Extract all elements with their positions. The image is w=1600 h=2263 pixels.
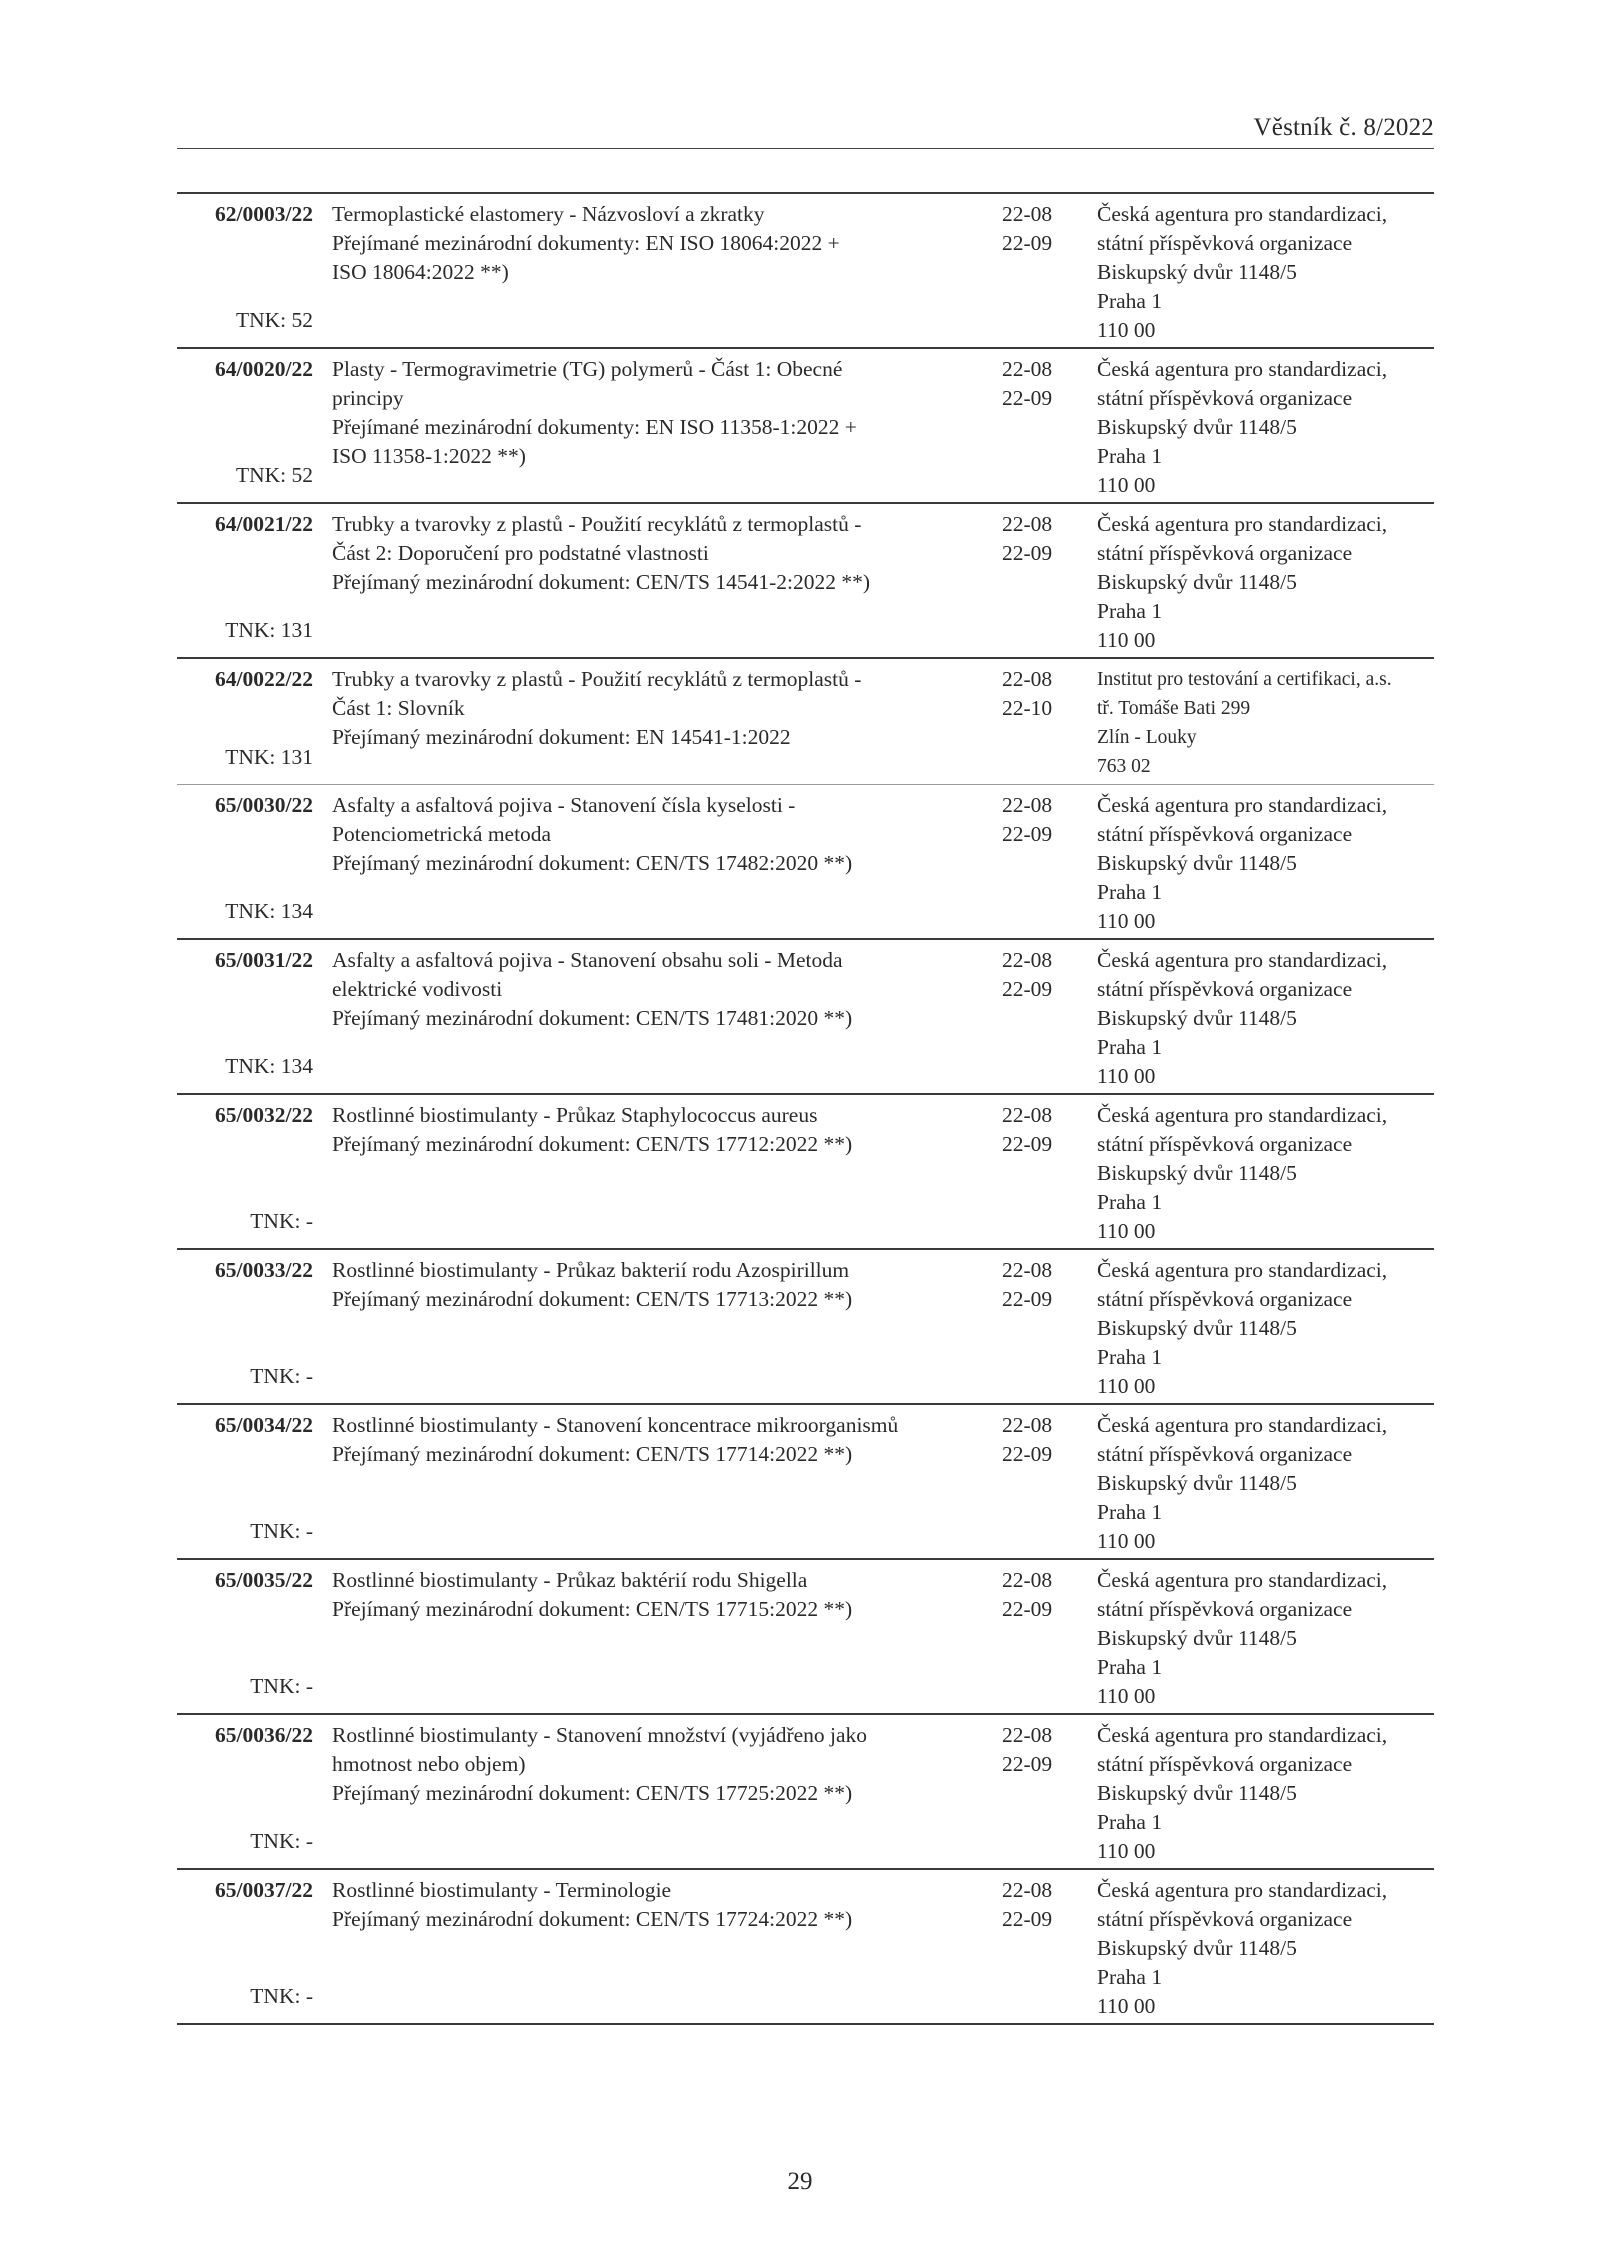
row-description <box>332 510 972 597</box>
organization-line: Praha 1 <box>1097 1035 1163 1059</box>
description-line: ISO 18064:2022 **) <box>332 260 509 284</box>
row-organization <box>1097 200 1432 345</box>
standard-code: 65/0036/22 <box>215 1723 313 1747</box>
date-value: 22-08 <box>1002 948 1053 972</box>
standard-code: 64/0022/22 <box>215 667 313 691</box>
table-row <box>177 659 1434 785</box>
standard-code: 65/0030/22 <box>215 793 313 817</box>
row-dates <box>1002 355 1072 413</box>
row-description <box>332 1411 972 1469</box>
description-line: Část 1: Slovník <box>332 696 465 720</box>
description-line: Rostlinné biostimulanty - Stanovení množství (vyjádřeno jako <box>332 1723 868 1747</box>
table-row <box>177 1870 1434 2025</box>
description-line: Přejímaný mezinárodní dokument: CEN/TS 17482:2020 **) <box>332 851 853 875</box>
organization-line: státní příspěvková organizace <box>1097 231 1353 255</box>
tnk-label: TNK: 134 <box>225 899 313 923</box>
row-dates <box>1002 665 1072 723</box>
organization-line: státní příspěvková organizace <box>1097 1752 1353 1776</box>
organization-line: Česká agentura pro standardizaci, <box>1097 793 1388 817</box>
row-description <box>332 791 972 878</box>
description-line: Přejímaný mezinárodní dokument: CEN/TS 17713:2022 **) <box>332 1287 853 1311</box>
row-dates <box>1002 1721 1072 1779</box>
row-organization <box>1097 355 1432 500</box>
tnk-label: TNK: - <box>250 1984 313 2008</box>
description-line: Rostlinné biostimulanty - Stanovení koncentrace mikroorganismů <box>332 1413 899 1437</box>
row-code-cell <box>195 665 313 778</box>
row-code-cell <box>195 510 313 651</box>
standard-code: 65/0034/22 <box>215 1413 313 1437</box>
date-value: 22-09 <box>1002 541 1053 565</box>
standard-code: 64/0021/22 <box>215 512 313 536</box>
row-dates <box>1002 1876 1072 1934</box>
organization-line: Biskupský dvůr 1148/5 <box>1097 1471 1297 1495</box>
table-row <box>177 1250 1434 1405</box>
organization-line: státní příspěvková organizace <box>1097 1597 1353 1621</box>
organization-line: Biskupský dvůr 1148/5 <box>1097 570 1297 594</box>
tnk-label: TNK: 52 <box>235 463 313 487</box>
row-code-cell <box>195 355 313 496</box>
organization-line: 110 00 <box>1097 473 1156 497</box>
organization-line: Česká agentura pro standardizaci, <box>1097 357 1388 381</box>
row-code-cell <box>195 1566 313 1707</box>
organization-line: Zlín - Louky <box>1097 727 1197 748</box>
date-value: 22-09 <box>1002 386 1053 410</box>
organization-line: 110 00 <box>1097 1994 1156 2018</box>
tnk-label: TNK: - <box>250 1519 313 1543</box>
date-value: 22-09 <box>1002 1287 1053 1311</box>
table-row <box>177 1095 1434 1250</box>
organization-line: státní příspěvková organizace <box>1097 1442 1353 1466</box>
organization-line: Praha 1 <box>1097 444 1163 468</box>
row-description <box>332 200 972 287</box>
row-organization <box>1097 1411 1432 1556</box>
date-value: 22-08 <box>1002 667 1053 691</box>
date-value: 22-08 <box>1002 357 1053 381</box>
organization-line: státní příspěvková organizace <box>1097 822 1353 846</box>
row-dates <box>1002 510 1072 568</box>
organization-line: Biskupský dvůr 1148/5 <box>1097 1626 1297 1650</box>
organization-line: Česká agentura pro standardizaci, <box>1097 1413 1388 1437</box>
organization-line: 110 00 <box>1097 1684 1156 1708</box>
date-value: 22-08 <box>1002 793 1053 817</box>
row-dates <box>1002 1256 1072 1314</box>
organization-line: Institut pro testování a certifikaci, a.s. <box>1097 669 1392 690</box>
organization-line: státní příspěvková organizace <box>1097 386 1353 410</box>
organization-line: státní příspěvková organizace <box>1097 1132 1353 1156</box>
organization-line: 110 00 <box>1097 318 1156 342</box>
date-value: 22-09 <box>1002 1752 1053 1776</box>
organization-line: státní příspěvková organizace <box>1097 541 1353 565</box>
description-line: Potenciometrická metoda <box>332 822 552 846</box>
row-description <box>332 1566 972 1624</box>
date-value: 22-08 <box>1002 202 1053 226</box>
description-line: Přejímaný mezinárodní dokument: CEN/TS 14541-2:2022 **) <box>332 570 871 594</box>
description-line: Asfalty a asfaltová pojiva - Stanovení obsahu soli - Metoda <box>332 948 843 972</box>
row-description <box>332 946 972 1033</box>
organization-line: 110 00 <box>1097 1219 1156 1243</box>
table-row <box>177 940 1434 1095</box>
row-code-cell <box>195 200 313 341</box>
description-line: Přejímané mezinárodní dokumenty: EN ISO 18064:2022 + <box>332 231 840 255</box>
standard-code: 64/0020/22 <box>215 357 313 381</box>
description-line: Rostlinné biostimulanty - Terminologie <box>332 1878 672 1902</box>
organization-line: Česká agentura pro standardizaci, <box>1097 1723 1388 1747</box>
date-value: 22-08 <box>1002 512 1053 536</box>
organization-line: Česká agentura pro standardizaci, <box>1097 1258 1388 1282</box>
table-row <box>177 194 1434 349</box>
organization-line: Česká agentura pro standardizaci, <box>1097 1103 1388 1127</box>
organization-line: Praha 1 <box>1097 1965 1163 1989</box>
organization-line: Praha 1 <box>1097 1345 1163 1369</box>
organization-line: Praha 1 <box>1097 1500 1163 1524</box>
description-line: Rostlinné biostimulanty - Průkaz baktérií rodu Shigella <box>332 1568 808 1592</box>
date-value: 22-09 <box>1002 1442 1053 1466</box>
standard-code: 65/0033/22 <box>215 1258 313 1282</box>
date-value: 22-10 <box>1002 696 1053 720</box>
organization-line: 110 00 <box>1097 1529 1156 1553</box>
organization-line: Česká agentura pro standardizaci, <box>1097 1568 1388 1592</box>
description-line: Trubky a tvarovky z plastů - Použití recyklátů z termoplastů - <box>332 512 862 536</box>
row-dates <box>1002 1566 1072 1624</box>
row-code-cell <box>195 1101 313 1242</box>
row-organization <box>1097 510 1432 655</box>
organization-line: Praha 1 <box>1097 289 1163 313</box>
bulletin-title: Věstník č. 8/2022 <box>1253 114 1434 141</box>
table-row <box>177 504 1434 659</box>
description-line: Přejímaný mezinárodní dokument: EN 14541-1:2022 <box>332 725 791 749</box>
row-code-cell <box>195 1256 313 1397</box>
table-row <box>177 1405 1434 1560</box>
date-value: 22-08 <box>1002 1723 1053 1747</box>
row-code-cell <box>195 946 313 1087</box>
organization-line: Biskupský dvůr 1148/5 <box>1097 415 1297 439</box>
description-line: Část 2: Doporučení pro podstatné vlastnosti <box>332 541 709 565</box>
row-code-cell <box>195 1721 313 1862</box>
description-line: Rostlinné biostimulanty - Průkaz bakterií rodu Azospirillum <box>332 1258 850 1282</box>
organization-line: státní příspěvková organizace <box>1097 1907 1353 1931</box>
description-line: Přejímaný mezinárodní dokument: CEN/TS 17724:2022 **) <box>332 1907 853 1931</box>
tnk-label: TNK: 131 <box>225 745 313 769</box>
organization-line: Praha 1 <box>1097 1655 1163 1679</box>
organization-line: Česká agentura pro standardizaci, <box>1097 512 1388 536</box>
organization-line: Praha 1 <box>1097 1190 1163 1214</box>
tnk-label: TNK: - <box>250 1364 313 1388</box>
organization-line: Biskupský dvůr 1148/5 <box>1097 1316 1297 1340</box>
organization-line: 110 00 <box>1097 628 1156 652</box>
row-code-cell <box>195 1876 313 2017</box>
row-description <box>332 665 972 752</box>
standard-code: 65/0035/22 <box>215 1568 313 1592</box>
description-line: Přejímaný mezinárodní dokument: CEN/TS 17481:2020 **) <box>332 1006 853 1030</box>
tnk-label: TNK: 134 <box>225 1054 313 1078</box>
organization-line: Česká agentura pro standardizaci, <box>1097 202 1388 226</box>
organization-line: státní příspěvková organizace <box>1097 977 1353 1001</box>
description-line: Plasty - Termogravimetrie (TG) polymerů - Část 1: Obecné <box>332 357 843 381</box>
standard-code: 65/0031/22 <box>215 948 313 972</box>
tnk-label: TNK: 131 <box>225 618 313 642</box>
standard-code: 65/0037/22 <box>215 1878 313 1902</box>
description-line: ISO 11358-1:2022 **) <box>332 444 526 468</box>
row-dates <box>1002 200 1072 258</box>
tnk-label: TNK: - <box>250 1674 313 1698</box>
description-line: principy <box>332 386 404 410</box>
row-description <box>332 1876 972 1934</box>
standard-code: 65/0032/22 <box>215 1103 313 1127</box>
description-line: Asfalty a asfaltová pojiva - Stanovení čísla kyselosti - <box>332 793 796 817</box>
table-row <box>177 785 1434 940</box>
page-number: 29 <box>787 2168 813 2195</box>
organization-line: Česká agentura pro standardizaci, <box>1097 948 1388 972</box>
page-header <box>177 108 1434 149</box>
row-code-cell <box>195 791 313 932</box>
standards-table <box>177 192 1434 2025</box>
row-organization <box>1097 1256 1432 1401</box>
row-organization <box>1097 946 1432 1091</box>
table-row <box>177 349 1434 504</box>
organization-line: Praha 1 <box>1097 599 1163 623</box>
description-line: Trubky a tvarovky z plastů - Použití recyklátů z termoplastů - <box>332 667 862 691</box>
organization-line: Biskupský dvůr 1148/5 <box>1097 1161 1297 1185</box>
organization-line: Biskupský dvůr 1148/5 <box>1097 1781 1297 1805</box>
row-description <box>332 1101 972 1159</box>
organization-line: Biskupský dvůr 1148/5 <box>1097 1936 1297 1960</box>
organization-line: 110 00 <box>1097 1374 1156 1398</box>
date-value: 22-08 <box>1002 1258 1053 1282</box>
organization-line: tř. Tomáše Bati 299 <box>1097 698 1251 719</box>
date-value: 22-09 <box>1002 1132 1053 1156</box>
organization-line: Biskupský dvůr 1148/5 <box>1097 260 1297 284</box>
date-value: 22-08 <box>1002 1103 1053 1127</box>
description-line: Termoplastické elastomery - Názvosloví a zkratky <box>332 202 765 226</box>
organization-line: 110 00 <box>1097 909 1156 933</box>
organization-line: 110 00 <box>1097 1839 1156 1863</box>
standard-code: 62/0003/22 <box>215 202 313 226</box>
table-row <box>177 1715 1434 1870</box>
row-organization <box>1097 1101 1432 1246</box>
row-organization <box>1097 791 1432 936</box>
date-value: 22-08 <box>1002 1878 1053 1902</box>
description-line: Rostlinné biostimulanty - Průkaz Staphylococcus aureus <box>332 1103 818 1127</box>
organization-line: Praha 1 <box>1097 1810 1163 1834</box>
row-description <box>332 355 972 471</box>
date-value: 22-08 <box>1002 1568 1053 1592</box>
row-organization <box>1097 1876 1432 2021</box>
description-line: elektrické vodivosti <box>332 977 503 1001</box>
tnk-label: TNK: - <box>250 1209 313 1233</box>
organization-line: Česká agentura pro standardizaci, <box>1097 1878 1388 1902</box>
row-description <box>332 1256 972 1314</box>
date-value: 22-09 <box>1002 1597 1053 1621</box>
organization-line: Biskupský dvůr 1148/5 <box>1097 1006 1297 1030</box>
row-dates <box>1002 946 1072 1004</box>
row-organization <box>1097 1721 1432 1866</box>
description-line: Přejímaný mezinárodní dokument: CEN/TS 17714:2022 **) <box>332 1442 853 1466</box>
date-value: 22-09 <box>1002 822 1053 846</box>
row-dates <box>1002 1411 1072 1469</box>
tnk-label: TNK: - <box>250 1829 313 1853</box>
row-dates <box>1002 791 1072 849</box>
organization-line: státní příspěvková organizace <box>1097 1287 1353 1311</box>
description-line: Přejímaný mezinárodní dokument: CEN/TS 17712:2022 **) <box>332 1132 853 1156</box>
description-line: hmotnost nebo objem) <box>332 1752 526 1776</box>
organization-line: 763 02 <box>1097 756 1151 777</box>
date-value: 22-08 <box>1002 1413 1053 1437</box>
table-row <box>177 1560 1434 1715</box>
row-description <box>332 1721 972 1808</box>
organization-line: Praha 1 <box>1097 880 1163 904</box>
description-line: Přejímaný mezinárodní dokument: CEN/TS 17725:2022 **) <box>332 1781 853 1805</box>
row-organization <box>1097 665 1432 781</box>
description-line: Přejímané mezinárodní dokumenty: EN ISO 11358-1:2022 + <box>332 415 857 439</box>
description-line: Přejímaný mezinárodní dokument: CEN/TS 17715:2022 **) <box>332 1597 853 1621</box>
row-organization <box>1097 1566 1432 1711</box>
date-value: 22-09 <box>1002 1907 1053 1931</box>
tnk-label: TNK: 52 <box>235 308 313 332</box>
organization-line: Biskupský dvůr 1148/5 <box>1097 851 1297 875</box>
row-dates <box>1002 1101 1072 1159</box>
date-value: 22-09 <box>1002 231 1053 255</box>
organization-line: 110 00 <box>1097 1064 1156 1088</box>
row-code-cell <box>195 1411 313 1552</box>
date-value: 22-09 <box>1002 977 1053 1001</box>
